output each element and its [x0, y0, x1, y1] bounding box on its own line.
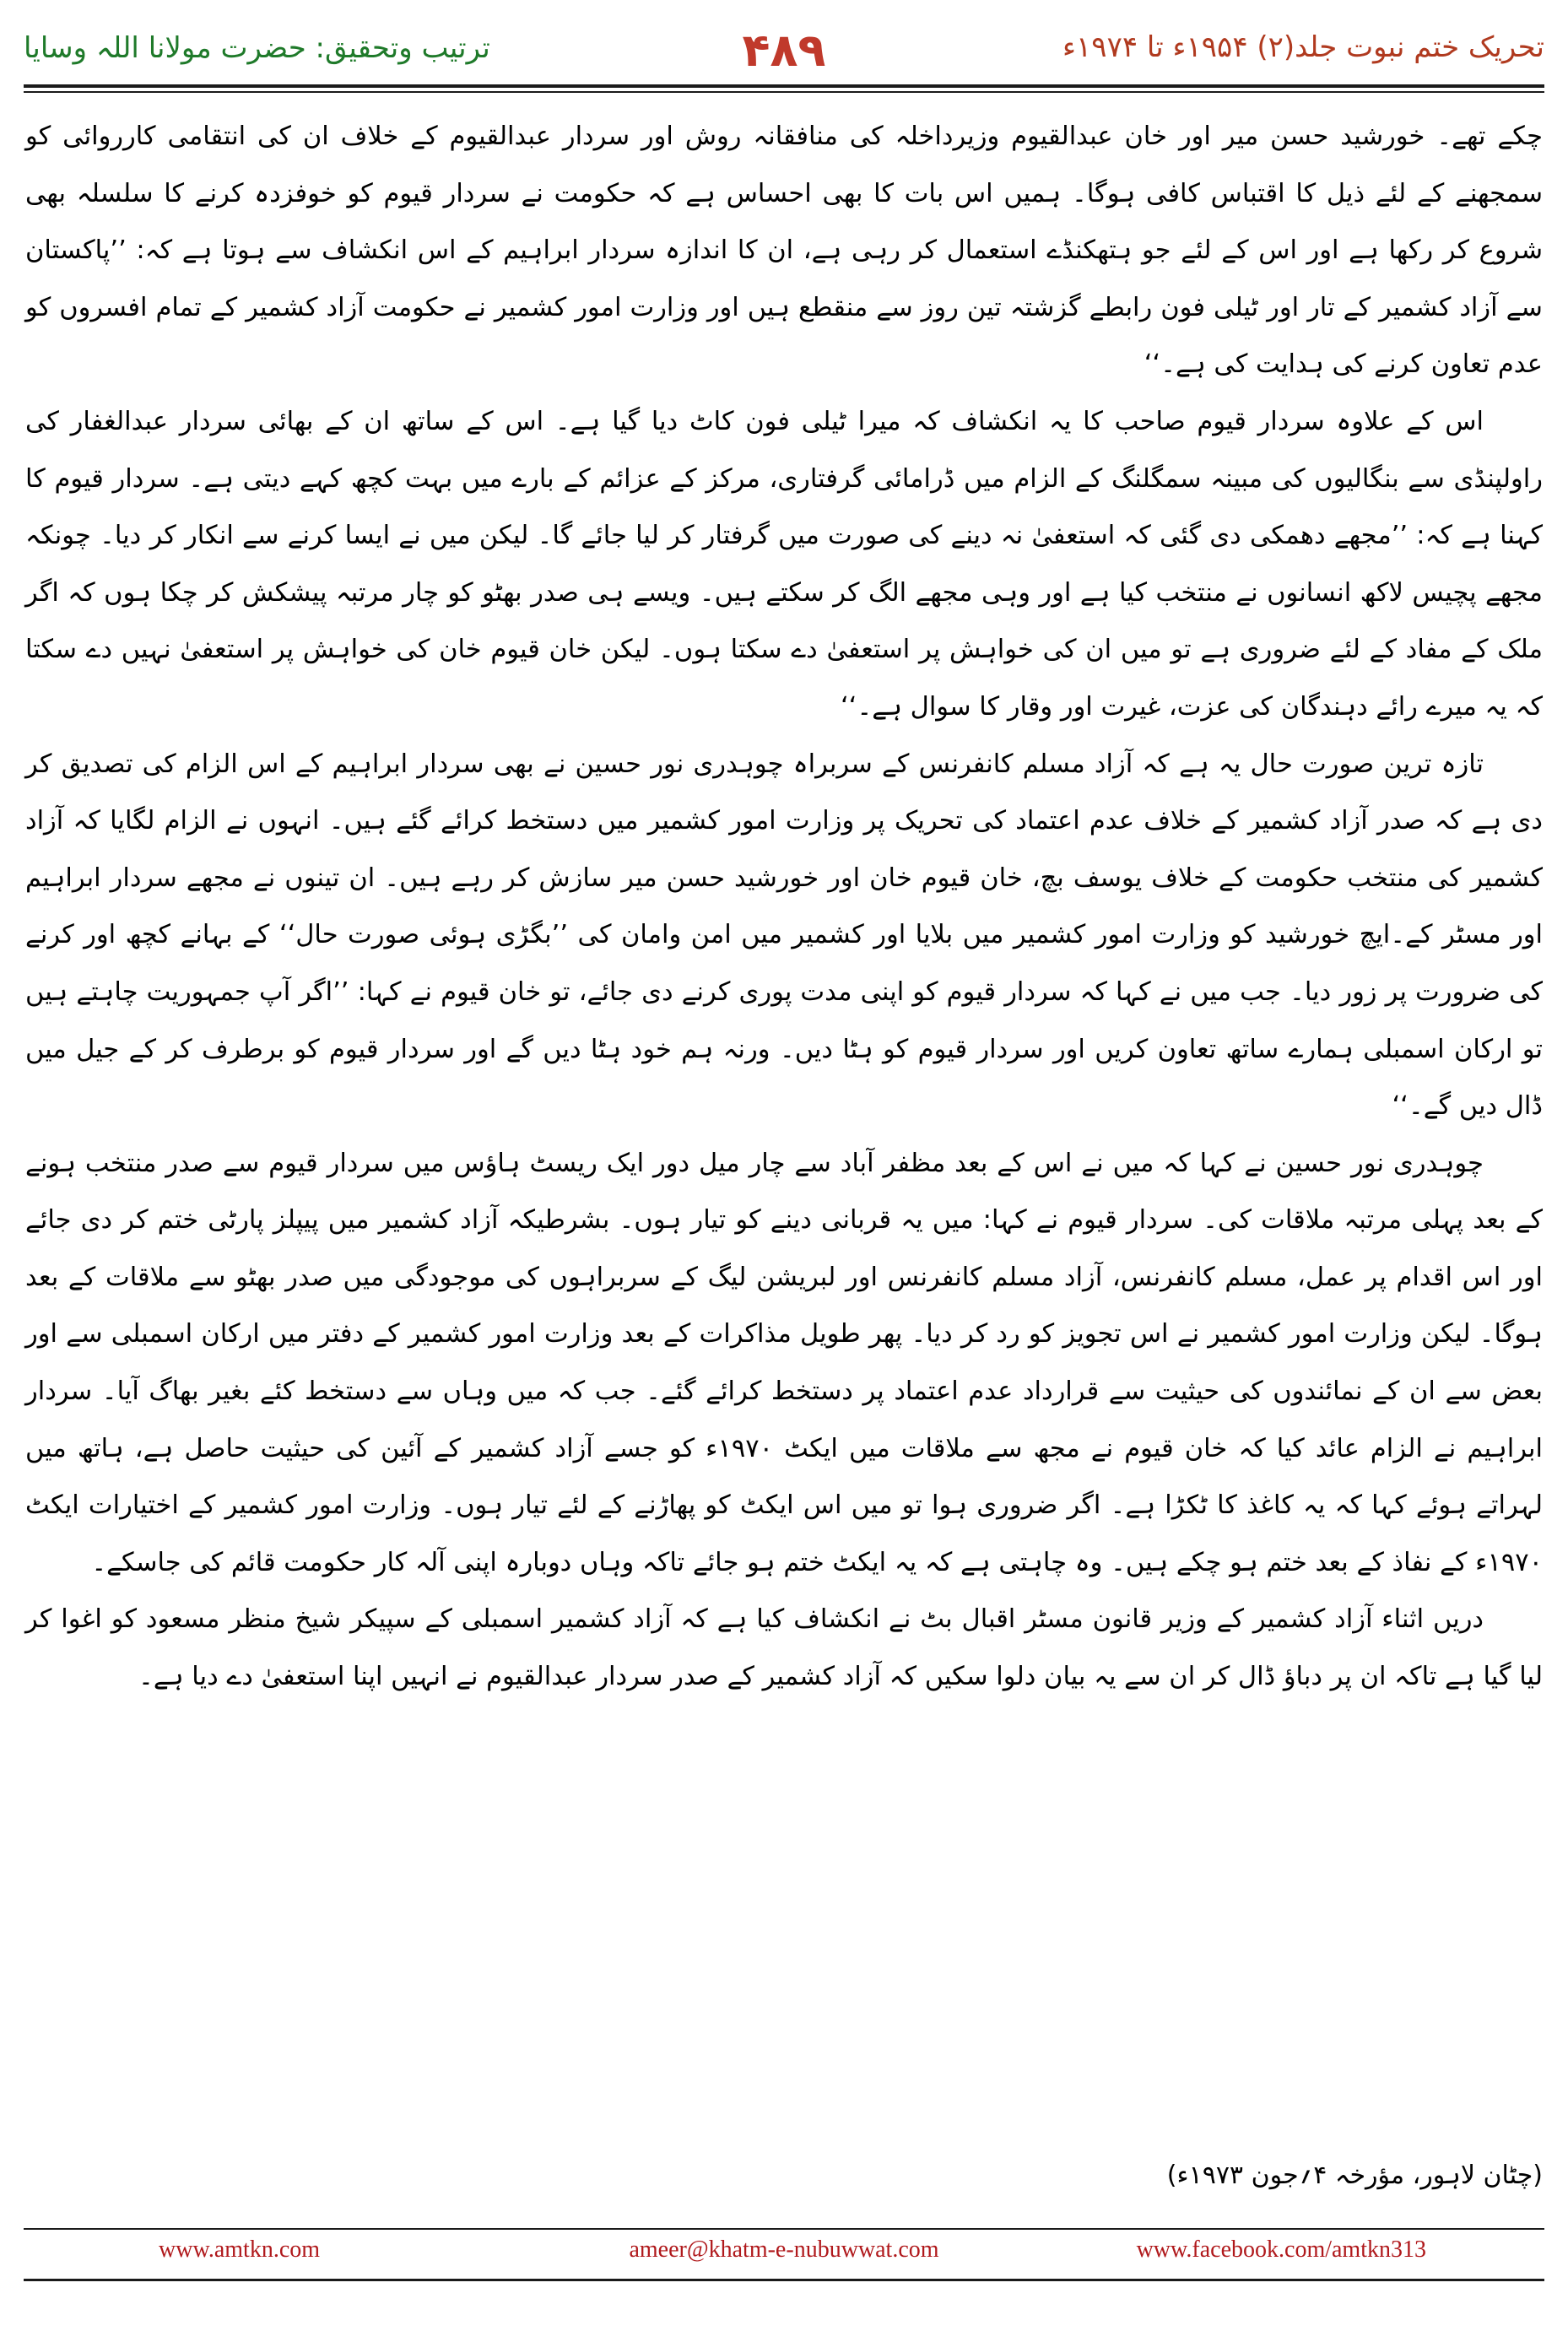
paragraph-2: اس کے علاوہ سردار قیوم صاحب کا یہ انکشاف کہ میرا ٹیلی فون کاٹ دیا گیا ہے۔ اس کے ساتھ ان کے بھائی سردار عبدالغفار کی راولپنڈی سے بنگالیوں کی مبینہ سمگلنگ کے الزام میں ڈرامائی گرفتاری، مرکز کے عزائم کے بارے میں بہت کچھ کہے دیتی ہے۔ سردار قیوم کا کہنا ہے کہ: ’’مجھے دھمکی دی گئی کہ استعفیٰ نہ دینے کی صورت میں گرفتار کر لیا جائے گا۔ لیکن میں نے ایسا کرنے سے انکار کر دیا۔ چونکہ مجھے پچیس لاکھ انسانوں نے منتخب کیا ہے اور وہی مجھے الگ کر سکتے ہیں۔ ویسے ہی صدر بھٹو کو چار مرتبہ پیشکش کر چکا ہوں کہ اگر ملک کے مفاد کے لئے ضروری ہے تو میں ان کی خواہش پر استعفیٰ دے سکتا ہوں۔ لیکن خان قیوم خان کی خواہش پر استعفیٰ نہیں دے سکتا کہ یہ میرے رائے دہندگان کی عزت، غیرت اور وقار کا سوال ہے۔‘‘ [25, 406, 1543, 722]
page-header [24, 24, 1544, 83]
website-link[interactable]: www.amtkn.com [159, 2237, 321, 2263]
page-number: ۴۸۹ [742, 24, 826, 77]
header-rule-thin [24, 91, 1544, 93]
footer-rule-bottom [24, 2279, 1544, 2281]
facebook-link[interactable]: www.facebook.com/amtkn313 [1136, 2237, 1426, 2263]
compiler-credit: ترتیب وتحقیق: حضرت مولانا اللہ وسایا [24, 31, 490, 65]
email-link[interactable]: ameer@khatm-e-nubuwwat.com [629, 2237, 939, 2263]
header-rule [24, 84, 1544, 88]
paragraph-1: چکے تھے۔ خورشید حسن میر اور خان عبدالقیوم وزیرداخلہ کی منافقانہ روش اور سردار عبدالقیوم کے خلاف ان کی انتقامی کارروائی کو سمجھنے کے لئے ذیل کا اقتباس کافی ہوگا۔ ہمیں اس بات کا بھی احساس ہے کہ حکومت نے سردار قیوم کو خوفزدہ کرنے کا سلسلہ بھی شروع کر رکھا ہے اور اس کے لئے جو ہتھکنڈے استعمال کر رہی ہے، ان کا اندازہ سردار ابراہیم کے اس انکشاف سے ہوتا ہے کہ: ’’پاکستان سے آزاد کشمیر کے تار اور ٹیلی فون رابطے گزشتہ تین روز سے منقطع ہیں اور وزارت امور کشمیر نے حکومت آزاد کشمیر کے تمام افسروں کو عدم تعاون کرنے کی ہدایت کی ہے۔‘‘ [25, 122, 1543, 380]
source-citation: (چٹان لاہور، مؤرخہ ۴؍جون ۱۹۷۳ء) [1166, 2161, 1543, 2190]
book-title: تحریک ختم نبوت جلد(۲) ۱۹۵۴ء تا ۱۹۷۴ء [1062, 30, 1544, 64]
paragraph-5: دریں اثناء آزاد کشمیر کے وزیر قانون مسٹر اقبال بٹ نے انکشاف کیا ہے کہ آزاد کشمیر اسمبلی کے سپیکر شیخ منظر مسعود کو اغوا کر لیا گیا ہے تاکہ ان پر دباؤ ڈال کر ان سے یہ بیان دلوا سکیں کہ آزاد کشمیر کے صدر سردار عبدالقیوم نے انہیں اپنا استعفیٰ دے دیا ہے۔ [25, 1604, 1543, 1692]
page-footer [24, 2237, 1544, 2270]
paragraph-4: چوہدری نور حسین نے کہا کہ میں نے اس کے بعد مظفر آباد سے چار میل دور ایک ریسٹ ہاؤس میں سردار قیوم سے صدر منتخب ہونے کے بعد پہلی مرتبہ ملاقات کی۔ سردار قیوم نے کہا: میں یہ قربانی دینے کو تیار ہوں۔ بشرطیکہ آزاد کشمیر میں پیپلز پارٹی ختم کر دی جائے اور اس اقدام پر عمل، مسلم کانفرنس، آزاد مسلم کانفرنس اور لبریشن لیگ کے سربراہوں کی موجودگی میں صدر بھٹو سے ملاقات کے بعد ہوگا۔ لیکن وزارت امور کشمیر نے اس تجویز کو رد کر دیا۔ پھر طویل مذاکرات کے بعد وزارت امور کشمیر کے دفتر میں ارکان اسمبلی سے اور بعض سے ان کے نمائندوں کی حیثیت سے قرارداد عدم اعتماد پر دستخط کرائے گئے۔ جب کہ میں وہاں سے دستخط کئے بغیر بھاگ آیا۔ سردار ابراہیم نے الزام عائد کیا کہ خان قیوم نے مجھ سے ملاقات میں ایکٹ ۱۹۷۰ء کو جسے آزاد کشمیر کے آئین کی حیثیت حاصل ہے، ہاتھ میں لہراتے ہوئے کہا کہ یہ کاغذ کا ٹکڑا ہے۔ اگر ضروری ہوا تو میں اس ایکٹ کو پھاڑنے کے لئے تیار ہوں۔ وزارت امور کشمیر کے اختیارات ایکٹ ۱۹۷۰ء کے نفاذ کے بعد ختم ہو چکے ہیں۔ وہ چاہتی ہے کہ یہ ایکٹ ختم ہو جائے تاکہ وہاں دوبارہ اپنی آلہ کار حکومت قائم کی جاسکے۔ [25, 1148, 1543, 1577]
paragraph-3: تازہ ترین صورت حال یہ ہے کہ آزاد مسلم کانفرنس کے سربراہ چوہدری نور حسین نے بھی سردار ابراہیم کے اس الزام کی تصدیق کر دی ہے کہ صدر آزاد کشمیر کے خلاف عدم اعتماد کی تحریک پر وزارت امور کشمیر میں دستخط کرائے گئے ہیں۔ انہوں نے الزام لگایا کہ آزاد کشمیر کی منتخب حکومت کے خلاف یوسف بچ، خان قیوم خان اور خورشید حسن میر سازش کر رہے ہیں۔ ان تینوں نے مجھے سردار ابراہیم اور مسٹر کے۔ایچ خورشید کو وزارت امور کشمیر میں بلایا اور کشمیر میں امن وامان کی ’’بگڑی ہوئی صورت حال‘‘ کے بہانے کچھ اور کرنے کی ضرورت پر زور دیا۔ جب میں نے کہا کہ سردار قیوم کو اپنی مدت پوری کرنے دی جائے، تو خان قیوم نے کہا: ’’اگر آپ جمہوریت چاہتے ہیں تو ارکان اسمبلی ہمارے ساتھ تعاون کریں اور سردار قیوم کو ہٹا دیں۔ ورنہ ہم خود ہٹا دیں گے اور سردار قیوم کو برطرف کر کے جیل میں ڈال دیں گے۔‘‘ [25, 749, 1543, 1122]
footer-rule [24, 2228, 1544, 2230]
article-body [25, 108, 1543, 1706]
